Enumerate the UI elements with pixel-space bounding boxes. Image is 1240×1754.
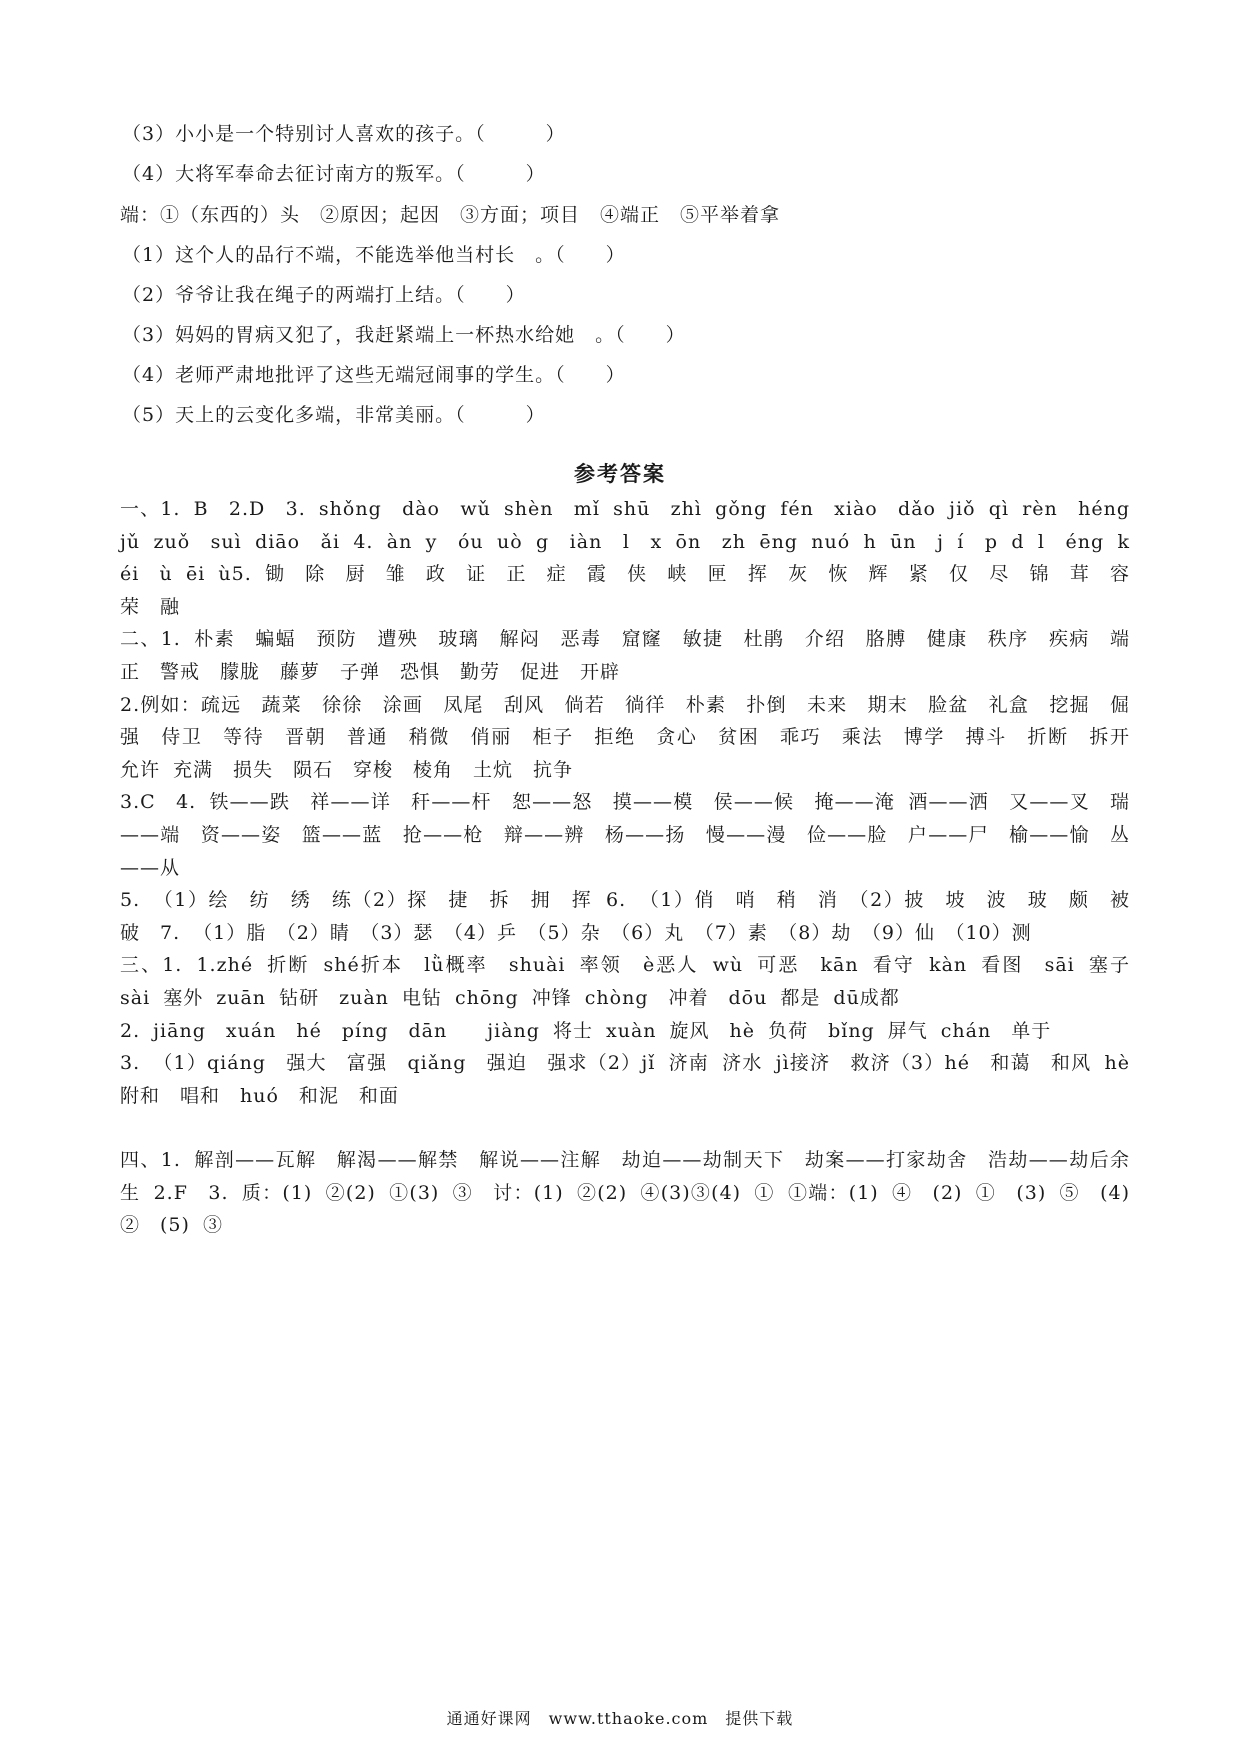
answer-part-2-1: 二、1. 朴素 蝙蝠 预防 遭殃 玻璃 解闷 恶毒 窟窿 敏捷 杜鹃 介绍 胳膊 健康 秩序 疾病 端正 警戒 朦胧 藤萝 子弹 恐惧 勤劳 促进 开辟 <box>120 628 1130 683</box>
answer-title: 参考答案 <box>574 461 666 486</box>
answer-part-3-3: 3. （1）qiáng 强大 富强 qiǎng 强迫 强求（2）jǐ 济南 济水 jì接济 救济（3）hé 和蔼 和风 hè 附和 唱和 huó 和泥 和面 <box>120 1052 1130 1107</box>
question-tao-4: （4）大将军奉命去征讨南方的叛军。（ ） <box>122 163 546 185</box>
question-tao-3: （3）小小是一个特别讨人喜欢的孩子。（ ） <box>122 123 566 145</box>
answer-part-4: 四、1. 解剖——瓦解 解渴——解禁 解说——注解 劫迫——劫制天下 劫案——打家劫舍 浩劫——劫后余生 2.F 3. 质：(1) ②(2) ①(3) ③ 讨：(1) ②(2) ④(3)③(4) ① ①端：(1) ④ (2) ① (3) ⑤ (4) ② (5) ③ <box>120 1149 1130 1237</box>
answer-part-2-3: 3.C 4. 铁——跌 祥——详 秆——杆 恕——怒 摸——模 侯——候 掩——淹 酒——洒 又——叉 瑞——端 资——姿 篮——蓝 抢——枪 辩——辨 杨——扬 慢——漫 俭——脸 户——尸 榆——愉 丛——从 <box>120 791 1130 879</box>
duan-definition: 端：①（东西的）头 ②原因；起因 ③方面；项目 ④端正 ⑤平举着拿 <box>120 204 781 226</box>
answer-part-3-2: 2. jiāng xuán hé píng dān jiàng 将士 xuàn 旋风 hè 负荷 bǐng 屏气 chán 单于 <box>120 1019 1052 1042</box>
footer-credit: 通通好课网 www.tthaoke.com 提供下载 <box>446 1709 794 1728</box>
answer-section <box>120 493 1151 1242</box>
question-block-tao <box>120 114 1130 194</box>
answer-part-3-1: 三、1. 1.zhé 折断 shé折本 lǜ概率 shuài 率领 è恶人 wù 可恶 kān 看守 kàn 看图 sāi 塞子 sài 塞外 zuān 钻研 zuàn 电钻 chōng 冲锋 chòng 冲着 dōu 都是 dū成都 <box>120 954 1130 1009</box>
question-duan-3: （3）妈妈的胃病又犯了，我赶紧端上一杯热水给她 。（ ） <box>122 324 686 346</box>
answer-part-2-5: 5. （1）绘 纺 绣 练（2）探 捷 拆 拥 挥 6. （1）俏 哨 稍 消 （2）披 坡 波 玻 颇 被 破 7. （1）脂 （2）睛 （3）瑟 （4）乒 （5）杂 （6）丸 （7）素 （8）劫 （9）仙 （10）测 <box>120 889 1151 944</box>
answer-part-1: 一、1. B 2.D 3. shǒng dào wǔ shèn mǐ shū zhì gǒng fén xiào dǎo jiǒ qì rèn héng jǔ zuǒ suì diāo ǎi 4. àn y óu uò g iàn l x ōn zh ēng nuó h ūn j í p d l éng k éi ù ēi ù5. 锄 除 厨 雏 政 证 正 症 霞 侠 峡 匣 挥 灰 恢 辉 紧 仅 尽 锦 茸 容 荣 融 <box>120 498 1151 618</box>
question-duan-1: （1）这个人的品行不端，不能选举他当村长 。（ ） <box>122 244 626 266</box>
question-block-duan <box>120 195 1130 435</box>
answer-part-2-2: 2.例如：疏远 蔬菜 徐徐 涂画 凤尾 刮风 倘若 徜徉 朴素 扑倒 未来 期末 脸盆 礼盒 挖掘 倔强 侍卫 等待 晋朝 普通 稍微 俏丽 柜子 拒绝 贪心 贫困 乖巧 乘法 博学 搏斗 折断 拆开 允许 充满 损失 陨石 穿梭 棱角 土炕 抗争 <box>120 693 1151 781</box>
question-duan-5: （5）天上的云变化多端，非常美丽。（ ） <box>122 404 546 426</box>
question-duan-2: （2）爷爷让我在绳子的两端打上结。（ ） <box>122 284 526 306</box>
section-gap <box>120 1112 1130 1144</box>
question-duan-4: （4）老师严肃地批评了这些无端冠闹事的学生。（ ） <box>122 364 626 386</box>
